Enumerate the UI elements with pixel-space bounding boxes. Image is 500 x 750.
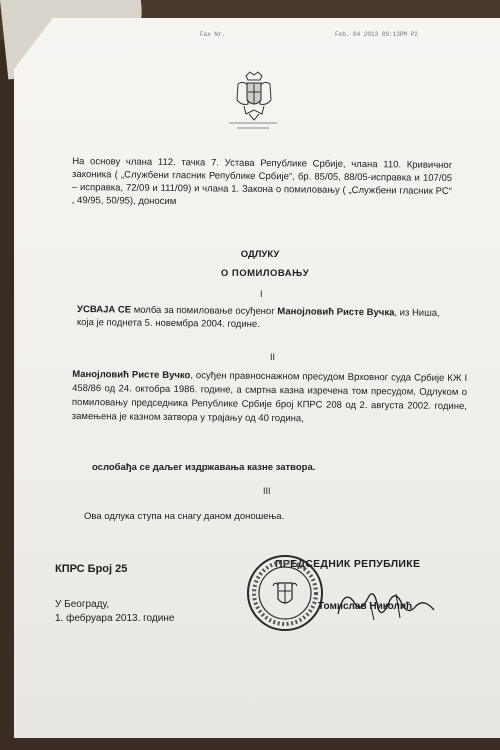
section-1-paragraph [77,303,449,333]
decision-title: ОДЛУКУ [240,249,280,260]
president-title: ПРЕДСЕДНИК РЕПУБЛИКЕ [275,558,421,570]
fax-header-left: Fax Nr. [200,31,226,38]
section-2-paragraph [72,368,468,428]
place-date [55,598,255,626]
fax-header-right: Feb. 04 2013 09:13PM P2 [335,31,418,38]
section-2-text: , осуђен правноснажном пресудом Врховног суда Србије КЖ I 458/86 од 24. октобра 1986. године, а смртна казна изречена том пресудом, Одлуком о помиловању председника Републике Србије број КПРС 208 од 2. августа 2002. године, замењена је казном затвора у трајању од 40 година, [71,370,468,425]
section-1-bold: УСВАЈА СЕ [77,304,132,316]
decision-subtitle: О ПОМИЛОВАЊУ [220,268,310,279]
registry-number: КПРС Број 25 [55,563,128,575]
place: У Београду, [55,599,110,610]
background-bottom [0,738,500,750]
crest-caption-lines-icon [223,121,283,131]
section-1-name: Манојловић Ристе Вучка [277,306,395,319]
section-2-decision: ослобађа се даљег издржавања казне затвора. [92,462,316,473]
handwritten-signature-icon [330,580,440,630]
coat-of-arms-icon [234,70,274,122]
section-number-1: I [260,289,263,299]
section-2-name: Манојловић Ристе Вучко [72,368,191,382]
section-1-rest: , из Ниша, која је поднета 5. новембра 2004. године. [76,307,440,330]
date: 1. фебруара 2013. године [55,613,175,624]
section-1-text: молба за помиловање осуђеног [131,304,278,318]
intro-paragraph: На основу члана 112. тачка 7. Устава Републике Србије, члана 110. Кривичног законика ( „Службени гласник Републике Србије“, бр. 85/05, 88/05-исправка и 107/05 – исправка, 72/09 и 111/09) и члана 1. Закона о помиловању ( „Службени гласник РС“ , 49/95, 50/95), доносим [71,156,453,208]
section-number-3: III [263,486,271,496]
signatory-name: Томислав Николић [318,601,413,612]
section-3-paragraph: Ова одлука ступа на снагу даном доношења. [84,511,285,522]
official-seal-icon [245,553,325,633]
section-number-2: II [270,352,276,362]
crest-caption [222,121,284,132]
